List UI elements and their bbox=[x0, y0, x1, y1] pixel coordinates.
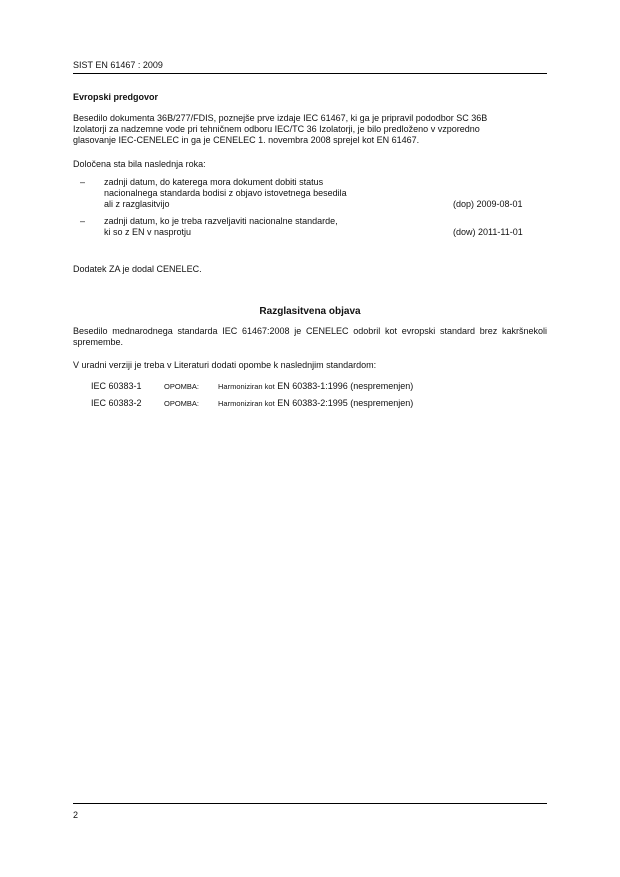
date-item-line: nacionalnega standarda bodisi z objavo istovetnega besedila bbox=[104, 188, 347, 198]
note-text-prefix: Harmoniziran kot bbox=[218, 399, 275, 408]
foreword-line: Izolatorji za nadzemne vode pri tehničnem odboru IEC/TC 36 Izolatorji, je bilo predloženo v vzporedno bbox=[73, 124, 480, 134]
header-rule bbox=[73, 73, 547, 74]
note-text-value: EN 60383-2:1995 (nespremenjen) bbox=[277, 398, 414, 408]
note-text-prefix: Harmoniziran kot bbox=[218, 382, 275, 391]
note-text bbox=[218, 381, 413, 392]
date-item-line: zadnji datum, do katerega mora dokument dobiti status bbox=[104, 177, 324, 187]
note-text bbox=[218, 398, 413, 409]
date-item-line: ki so z EN v nasprotju bbox=[104, 227, 192, 237]
footer-rule bbox=[73, 803, 547, 804]
note-text-value: EN 60383-1:1996 (nespremenjen) bbox=[277, 381, 414, 391]
note-standard: IEC 60383-1 bbox=[91, 381, 142, 391]
notes-intro: V uradni verziji je treba v Literaturi dodati opombe k naslednjim standardom: bbox=[73, 360, 377, 370]
dow-date: (dow) 2011-11-01 bbox=[453, 227, 523, 237]
page-number: 2 bbox=[73, 810, 79, 820]
endorsement-paragraph: Besedilo mednarodnega standarda IEC 61467:2008 je CENELEC odobril kot evropski standard brez kakršnekoli spremembe. bbox=[73, 326, 547, 347]
annex-note: Dodatek ZA je dodal CENELEC. bbox=[73, 264, 202, 274]
note-label: OPOMBA: bbox=[164, 399, 200, 408]
dates-intro: Določena sta bila naslednja roka: bbox=[73, 159, 206, 169]
note-standard: IEC 60383-2 bbox=[91, 398, 142, 408]
note-label: OPOMBA: bbox=[164, 382, 200, 391]
foreword-line: glasovanje IEC-CENELEC in ga je CENELEC 1. novembra 2008 sprejel kot EN 61467. bbox=[73, 135, 420, 145]
foreword-line: Besedilo dokumenta 36B/277/FDIS, poznejše prve izdaje IEC 61467, ki ga je pripravil pododbor SC 36B bbox=[73, 113, 488, 123]
list-dash: – bbox=[80, 177, 86, 187]
endorsement-title: Razglasitvena objava bbox=[259, 306, 361, 317]
date-item-line: zadnji datum, ko je treba razveljaviti nacionalne standarde, bbox=[104, 216, 338, 226]
list-dash: – bbox=[80, 216, 86, 226]
dop-date: (dop) 2009-08-01 bbox=[453, 199, 523, 209]
document-header-id: SIST EN 61467 : 2009 bbox=[73, 60, 163, 70]
date-item-line: ali z razglasitvijo bbox=[104, 199, 170, 209]
foreword-title: Evropski predgovor bbox=[73, 92, 159, 102]
